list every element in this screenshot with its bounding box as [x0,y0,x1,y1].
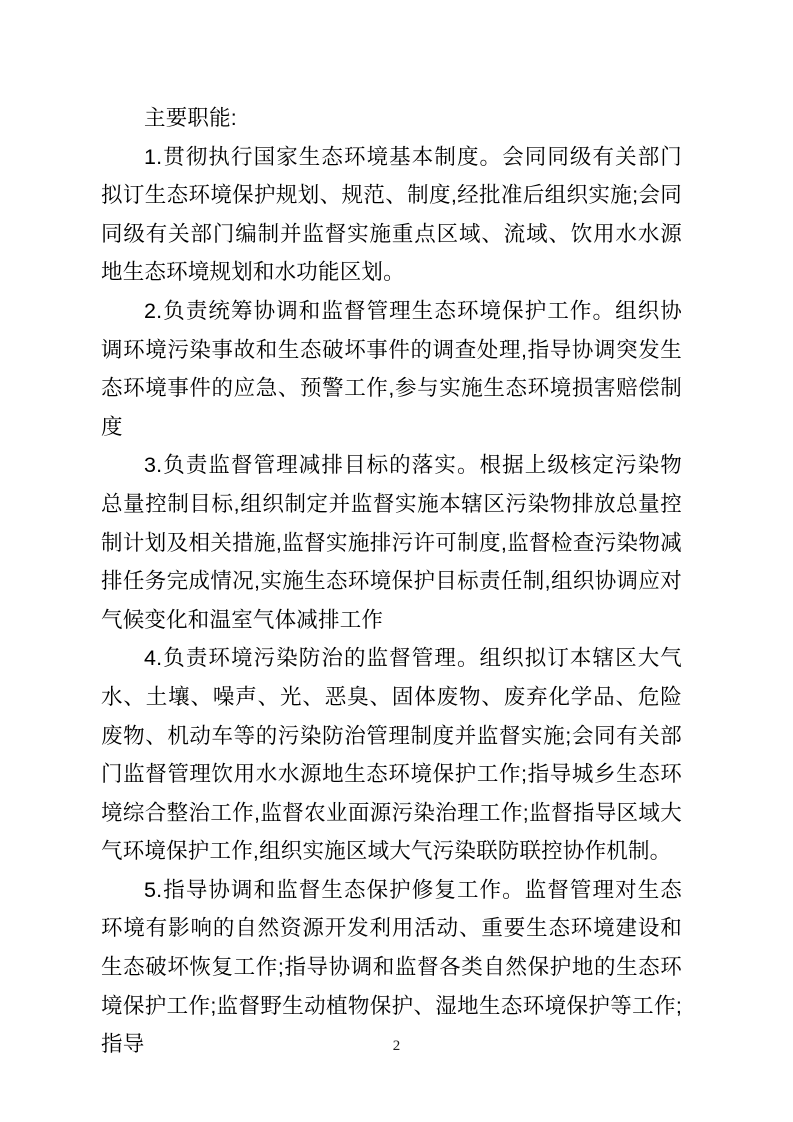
paragraph-function-1: 1.贯彻执行国家生态环境基本制度。会同同级有关部门拟订生态环境保护规划、规范、制度,经批准后组织实施;会同同级有关部门编制并监督实施重点区域、流域、饮用水水源地生态环境规划和水功能区划。 [101,144,682,285]
paragraph-function-2: 2.负责统筹协调和监督管理生态环境保护工作。组织协调环境污染事故和生态破坏事件的调查处理,指导协调突发生态环境事件的应急、预警工作,参与实施生态环境损害赔偿制度 [101,298,682,439]
document-body [101,99,682,1064]
section-heading: 主要职能: [144,106,237,130]
paragraph-function-3: 3.负责监督管理减排目标的落实。根据上级核定污染物总量控制目标,组织制定并监督实施本辖区污染物排放总量控制计划及相关措施,监督实施排污许可制度,监督检查污染物减排任务完成情况,实施生态环境保护目标责任制,组织协调应对气候变化和温室气体减排工作 [101,453,682,632]
paragraph-function-4: 4.负责环境污染防治的监督管理。组织拟订本辖区大气水、土壤、噪声、光、恶臭、固体废物、废弃化学品、危险废物、机动车等的污染防治管理制度并监督实施;会同有关部门监督管理饮用水水源地生态环境保护工作;指导城乡生态环境综合整治工作,监督农业面源污染治理工作;监督指导区域大气环境保护工作,组织实施区域大气污染联防联控协作机制。 [101,646,682,864]
paragraph-function-5: 5.指导协调和监督生态保护修复工作。监督管理对生态环境有影响的自然资源开发利用活动、重要生态环境建设和生态破坏恢复工作;指导协调和监督各类自然保护地的生态环境保护工作;监督野生动植物保护、湿地生态环境保护等工作;指导 [101,877,682,1057]
page-number: 2 [392,1038,401,1054]
